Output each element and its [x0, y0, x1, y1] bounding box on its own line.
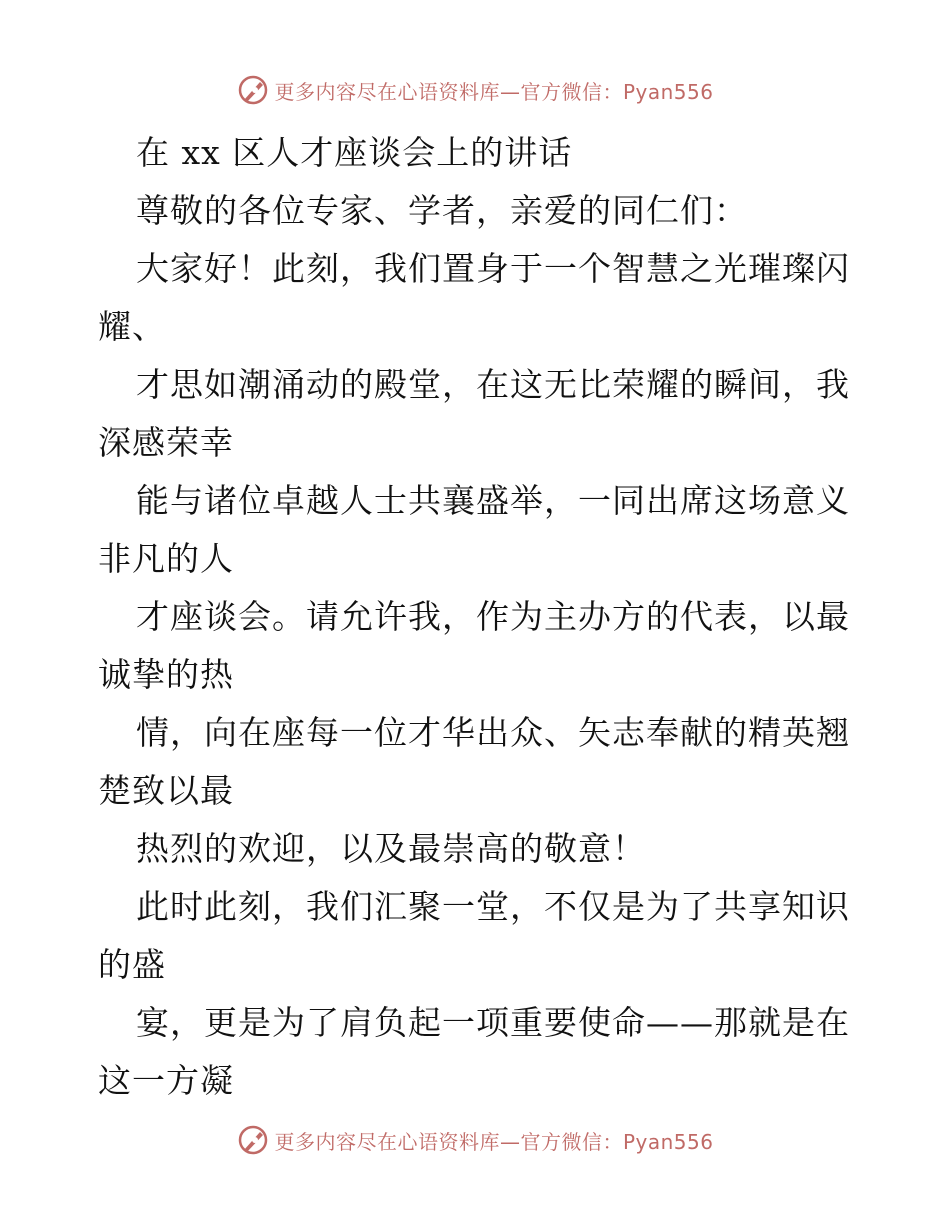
watermark-header: [0, 70, 950, 110]
paragraph-line: 非凡的人: [98, 539, 234, 578]
pen-logo-icon: [236, 73, 270, 107]
paragraph-line: 大家好！此刻，我们置身于一个智慧之光璀璨闪: [136, 249, 850, 288]
paragraph-line: 宴，更是为了肩负起一项重要使命——那就是在: [136, 1003, 850, 1042]
paragraph-line: 此时此刻，我们汇聚一堂，不仅是为了共享知识: [136, 887, 850, 926]
paragraph-line: 才思如潮涌动的殿堂，在这无比荣耀的瞬间，我: [136, 365, 850, 404]
watermark-footer: [0, 1120, 950, 1160]
pen-logo-icon: [236, 1123, 270, 1157]
paragraph-line: 能与诸位卓越人士共襄盛举，一同出席这场意义: [136, 481, 850, 520]
document-title: 在 xx 区人才座谈会上的讲话: [136, 133, 573, 172]
paragraph-line: 耀、: [98, 307, 166, 346]
watermark-text: 更多内容尽在心语资料库—官方微信：Pyan556: [274, 79, 714, 104]
paragraph-line: 深感荣幸: [98, 423, 234, 462]
watermark-text: 更多内容尽在心语资料库—官方微信：Pyan556: [274, 1129, 714, 1154]
paragraph-line: 尊敬的各位专家、学者，亲爱的同仁们：: [136, 191, 748, 230]
document-body: [98, 124, 858, 1110]
paragraph-line: 的盛: [98, 945, 166, 984]
paragraph-line: 诚挚的热: [98, 655, 234, 694]
paragraph-line: 情，向在座每一位才华出众、矢志奉献的精英翘: [136, 713, 850, 752]
paragraph-line: 热烈的欢迎，以及最崇高的敬意！: [136, 829, 646, 868]
paragraph-line: 楚致以最: [98, 771, 234, 810]
paragraph-line: 这一方凝: [98, 1061, 234, 1100]
paragraph-line: 才座谈会。请允许我，作为主办方的代表，以最: [136, 597, 850, 636]
